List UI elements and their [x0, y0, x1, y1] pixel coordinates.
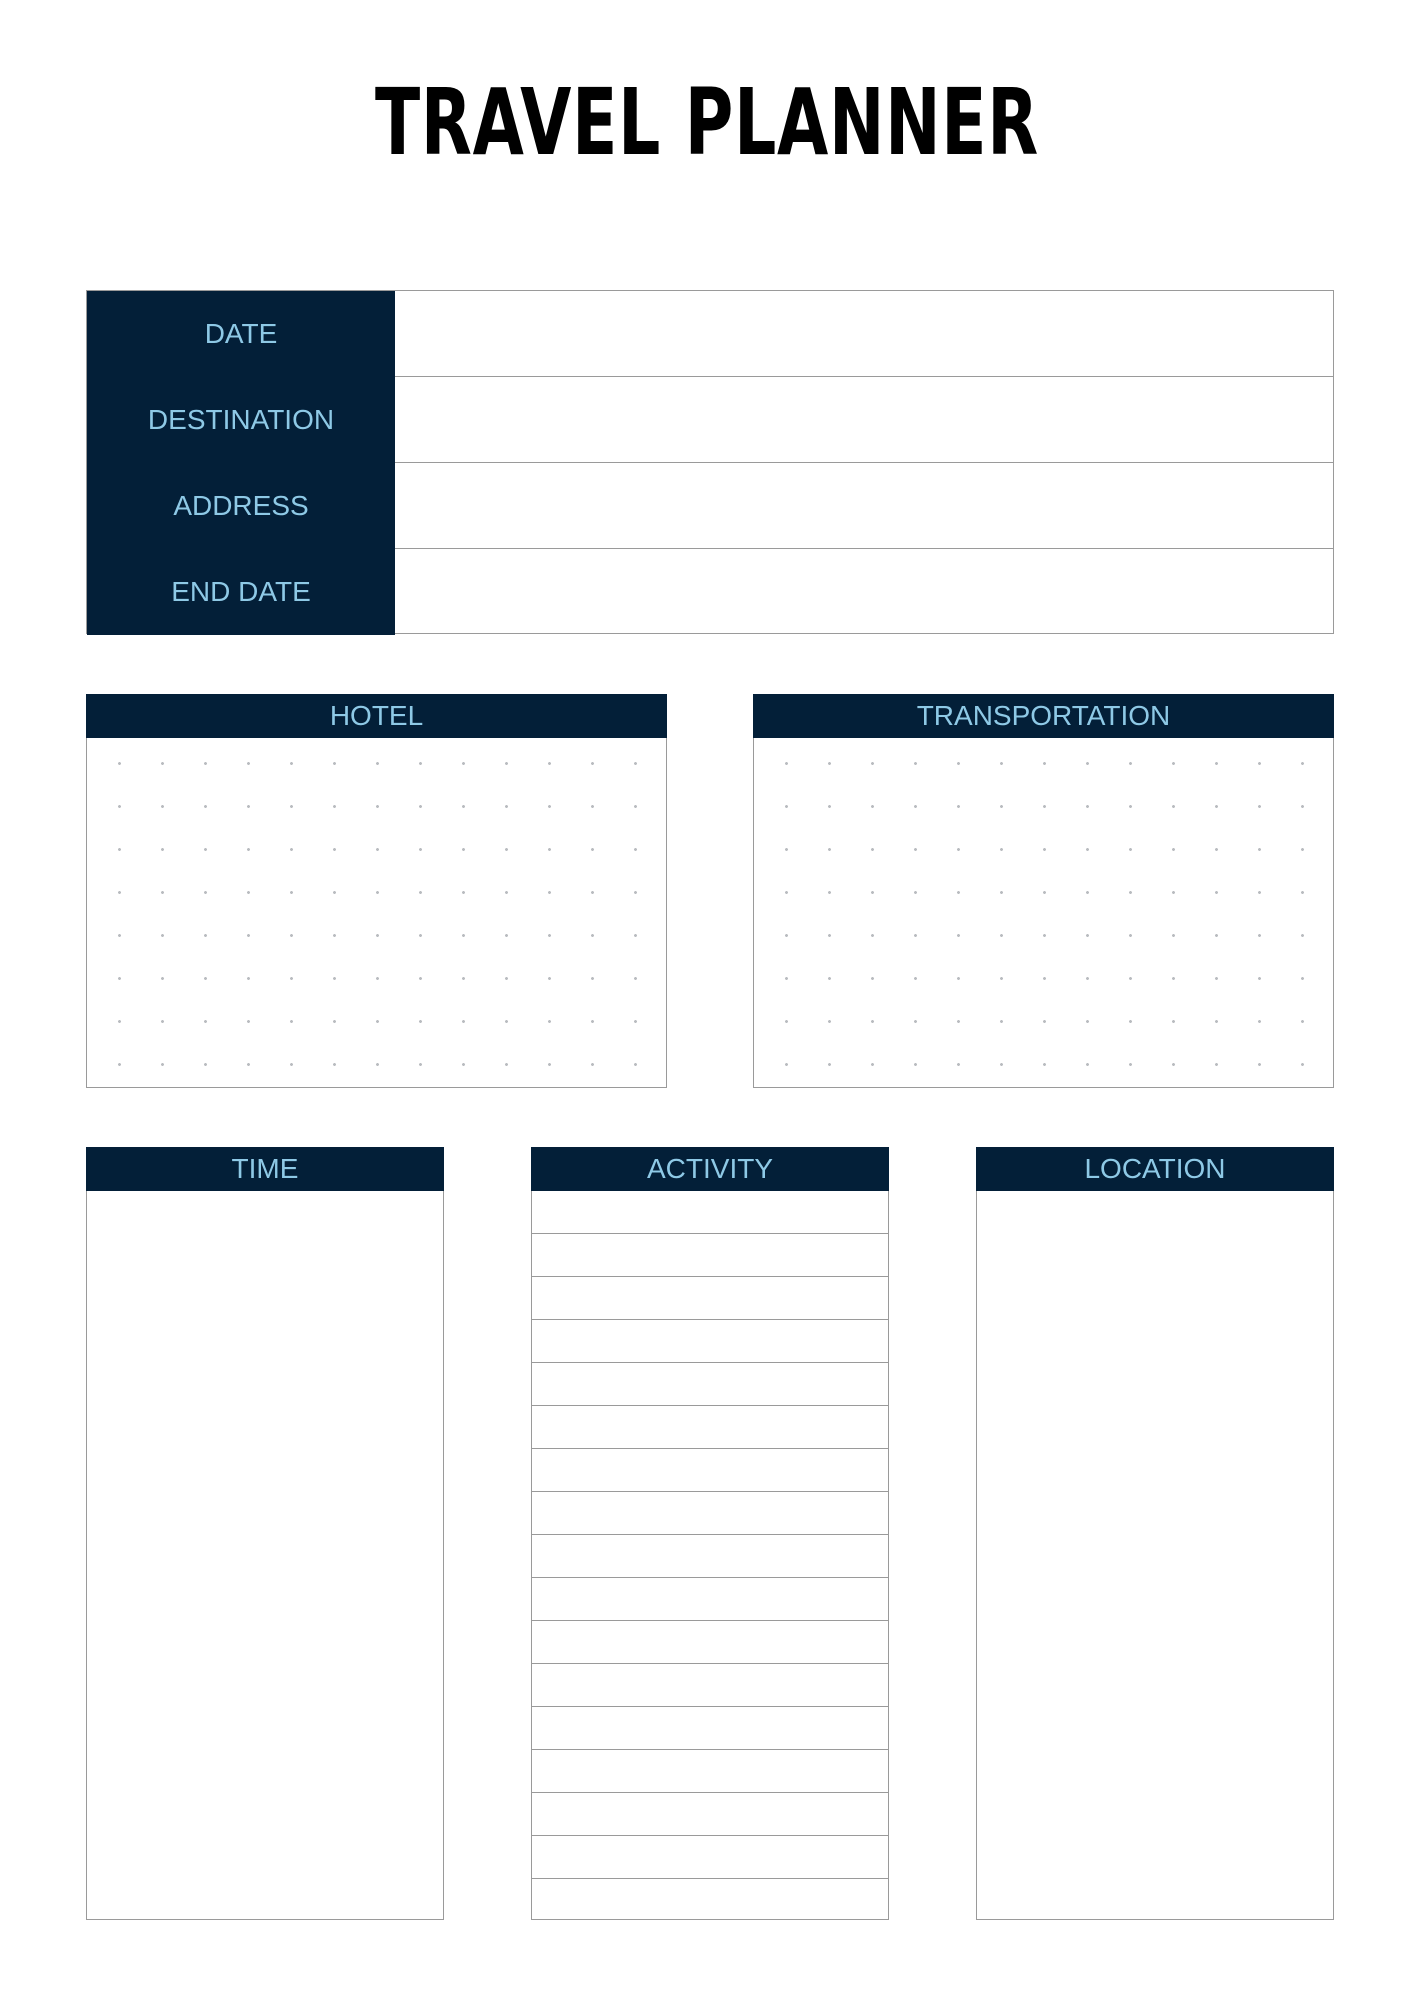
info-label-address: ADDRESS: [87, 463, 395, 549]
activity-line[interactable]: [532, 1836, 888, 1879]
time-header: TIME: [86, 1147, 444, 1191]
date-field[interactable]: [395, 291, 1333, 377]
activity-line[interactable]: [532, 1277, 888, 1320]
end-date-field[interactable]: [395, 549, 1333, 635]
hotel-header: HOTEL: [86, 694, 667, 738]
info-label-destination: DESTINATION: [87, 377, 395, 463]
info-row-destination: [87, 377, 1333, 463]
location-header: LOCATION: [976, 1147, 1334, 1191]
activity-line[interactable]: [532, 1664, 888, 1707]
info-label-date: DATE: [87, 291, 395, 377]
activity-line[interactable]: [532, 1363, 888, 1406]
activity-line[interactable]: [532, 1535, 888, 1578]
activity-line[interactable]: [532, 1578, 888, 1621]
info-label-end-date: END DATE: [87, 549, 395, 635]
location-panel[interactable]: [976, 1147, 1334, 1920]
transportation-panel: [753, 694, 1334, 1088]
destination-field[interactable]: [395, 377, 1333, 463]
activity-line[interactable]: [532, 1234, 888, 1277]
address-field[interactable]: [395, 463, 1333, 549]
activity-line[interactable]: [532, 1879, 888, 1922]
activity-line[interactable]: [532, 1492, 888, 1535]
activity-line[interactable]: [532, 1449, 888, 1492]
activity-line[interactable]: [532, 1621, 888, 1664]
activity-line[interactable]: [532, 1793, 888, 1836]
trip-info-table: [86, 290, 1334, 634]
activity-header: ACTIVITY: [531, 1147, 889, 1191]
info-row-address: [87, 463, 1333, 549]
transportation-header: TRANSPORTATION: [753, 694, 1334, 738]
activity-line[interactable]: [532, 1191, 888, 1234]
activity-line[interactable]: [532, 1320, 888, 1363]
info-row-end-date: [87, 549, 1333, 635]
time-panel[interactable]: [86, 1147, 444, 1920]
activity-panel: [531, 1147, 889, 1920]
hotel-dot-grid[interactable]: [87, 739, 666, 1087]
activity-line[interactable]: [532, 1707, 888, 1750]
info-row-date: [87, 291, 1333, 377]
transportation-dot-grid[interactable]: [754, 739, 1333, 1087]
activity-line[interactable]: [532, 1406, 888, 1449]
page-title: TRAVEL PLANNER: [375, 69, 1039, 176]
hotel-panel: [86, 694, 667, 1088]
activity-line[interactable]: [532, 1750, 888, 1793]
